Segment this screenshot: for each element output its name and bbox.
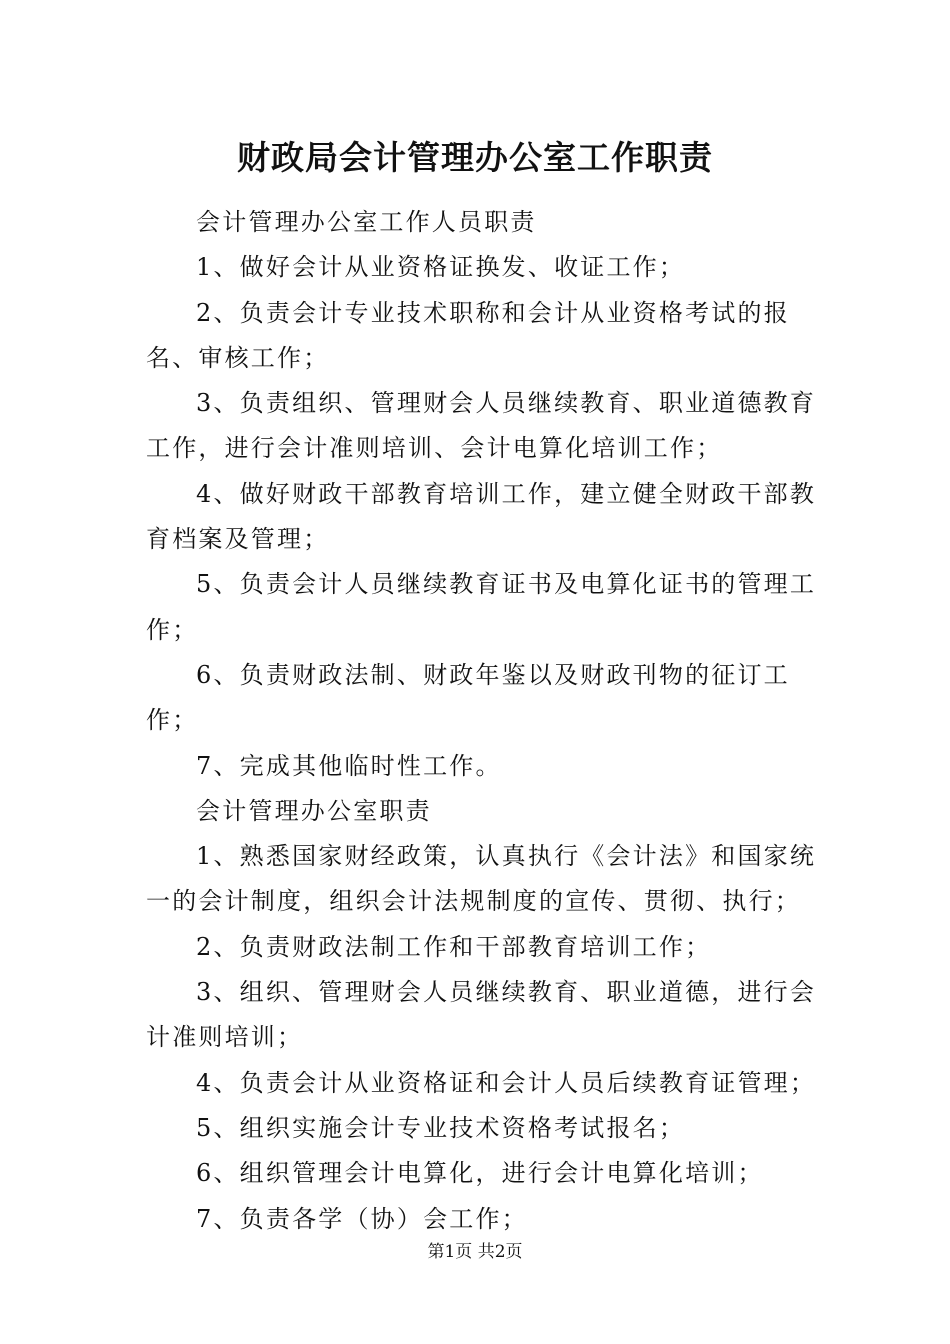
section-heading: 会计管理办公室职责 <box>196 796 432 825</box>
list-item: 6、组织管理会计电算化，进行会计电算化培训； <box>196 1159 764 1188</box>
list-item: 4、负责会计从业资格证和会计人员后续教育证管理； <box>196 1068 817 1097</box>
page-footer: 第1页 共2页 <box>427 1242 523 1262</box>
list-item: 1、做好会计从业资格证换发、收证工作； <box>196 253 686 282</box>
list-item: 5、组织实施会计专业技术资格考试报名； <box>196 1113 686 1142</box>
document-body <box>146 200 826 1242</box>
list-item: 6、负责财政法制、财政年鉴以及财政刊物的征订工作； <box>146 660 790 735</box>
section-heading: 会计管理办公室工作人员职责 <box>196 208 537 236</box>
list-item: 3、组织、管理财会人员继续教育、职业道德，进行会计准则培训； <box>146 978 817 1052</box>
list-item: 5、负责会计人员继续教育证书及电算化证书的管理工作； <box>146 570 817 644</box>
list-item: 7、完成其他临时性工作。 <box>196 751 502 780</box>
list-item: 1、熟悉国家财经政策，认真执行《会计法》和国家统一的会计制度，组织会计法规制度的宣传、贯彻、执行； <box>146 842 817 916</box>
list-item: 2、负责会计专业技术职称和会计从业资格考试的报名、审核工作； <box>146 298 790 372</box>
list-item: 4、做好财政干部教育培训工作，建立健全财政干部教育档案及管理； <box>146 479 817 554</box>
document-title: 财政局会计管理办公室工作职责 <box>237 138 713 177</box>
list-item: 2、负责财政法制工作和干部教育培训工作； <box>196 932 712 961</box>
list-item: 7、负责各学（协）会工作； <box>196 1204 528 1233</box>
list-item: 3、负责组织、管理财会人员继续教育、职业道德教育工作，进行会计准则培训、会计电算化培训工作； <box>146 389 817 463</box>
